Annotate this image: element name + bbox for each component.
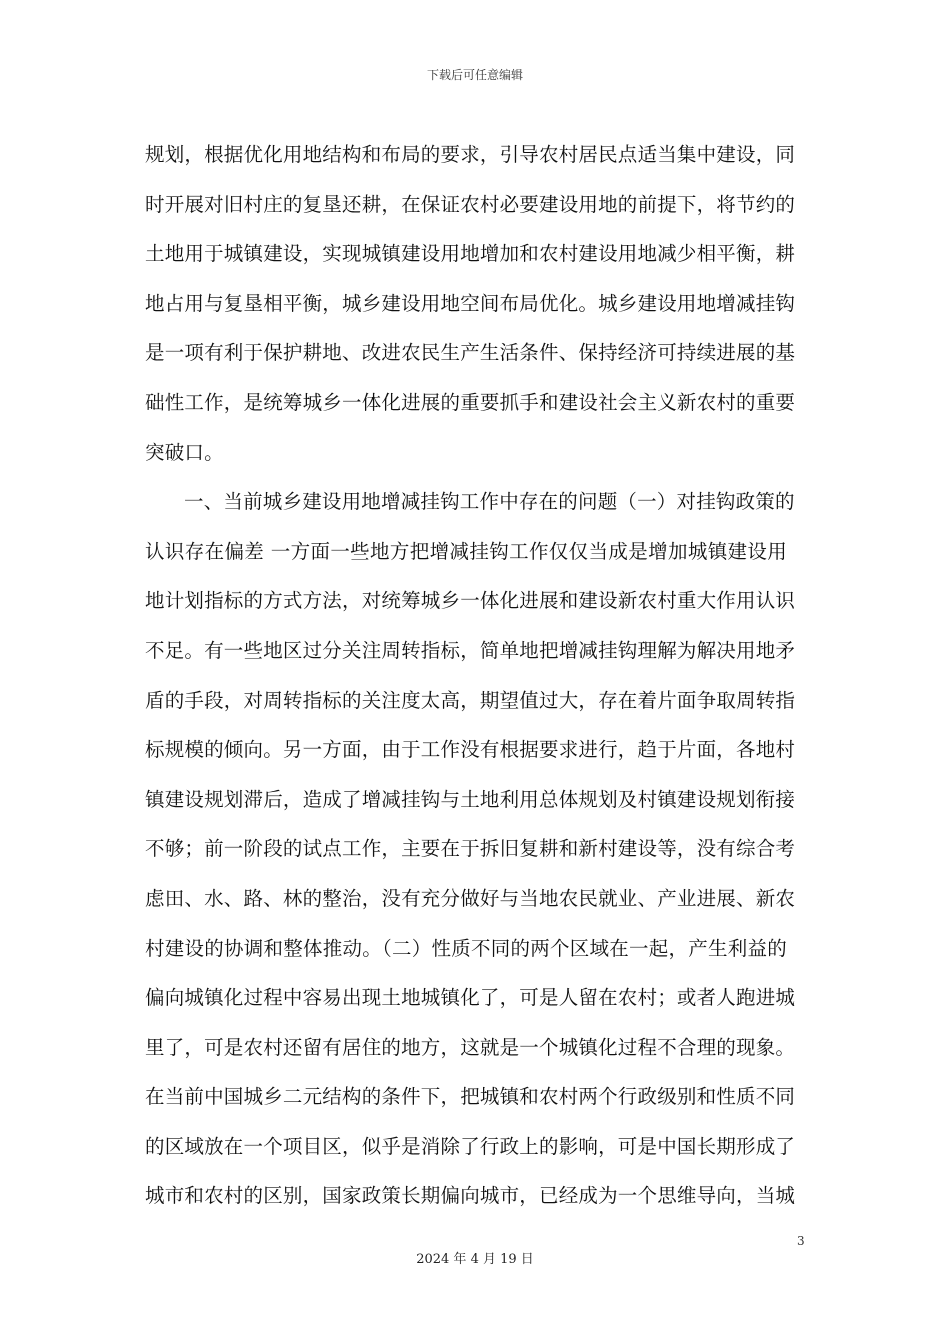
text-line: 础性工作，是统筹城乡一体化进展的重要抓手和建设社会主义新农村的重要 [145, 390, 796, 414]
text-line: 一、当前城乡建设用地增减挂钩工作中存在的问题（一）对挂钩政策的 [184, 490, 795, 514]
text-line: 偏向城镇化过程中容易出现土地城镇化了，可是人留在农村；或者人跑进城 [145, 986, 796, 1010]
text-line: 城市和农村的区别，国家政策长期偏向城市，已经成为一个思维导向，当城 [145, 1184, 796, 1208]
text-line: 里了，可是农村还留有居住的地方，这就是一个城镇化过程不合理的现象。 [145, 1035, 796, 1059]
text-line: 地占用与复垦相平衡，城乡建设用地空间布局优化。城乡建设用地增减挂钩 [145, 291, 796, 315]
text-line: 规划，根据优化用地结构和布局的要求，引导农村居民点适当集中建设，同 [145, 143, 796, 166]
text-line: 盾的手段，对周转指标的关注度太高，期望值过大，存在着片面争取周转指 [145, 688, 796, 712]
page-number: 3 [797, 1234, 805, 1248]
text-line: 的区域放在一个项目区，似乎是消除了行政上的影响，可是中国长期形成了 [145, 1134, 796, 1158]
text-line: 地计划指标的方式方法，对统筹城乡一体化进展和建设新农村重大作用认识 [145, 589, 796, 613]
text-line: 认识存在偏差 一方面一些地方把增减挂钩工作仅仅当成是增加城镇建设用 [145, 539, 787, 563]
text-line: 突破口。 [145, 440, 224, 464]
text-line: 不够；前一阶段的试点工作，主要在于拆旧复耕和新村建设等，没有综合考 [145, 837, 796, 861]
text-line: 村建设的协调和整体推动。（二）性质不同的两个区域在一起，产生利益的 [145, 936, 787, 960]
text-line: 不足。有一些地区过分关注周转指标，简单地把增减挂钩理解为解决用地矛 [145, 638, 796, 662]
text-line: 土地用于城镇建设，实现城镇建设用地增加和农村建设用地减少相平衡，耕 [145, 242, 796, 266]
text-line: 时开展对旧村庄的复垦还耕，在保证农村必要建设用地的前提下，将节约的 [145, 192, 796, 216]
text-line: 在当前中国城乡二元结构的条件下，把城镇和农村两个行政级别和性质不同 [145, 1085, 796, 1109]
text-line: 标规模的倾向。另一方面，由于工作没有根据要求进行，趋于片面，各地村 [145, 738, 796, 762]
page-footer-date: 2024 年 4 月 19 日 [416, 1252, 534, 1267]
text-line: 虑田、水、路、林的整治，没有充分做好与当地农民就业、产业进展、新农 [145, 886, 796, 910]
text-line: 镇建设规划滞后，造成了增减挂钩与土地利用总体规划及村镇建设规划衔接 [145, 787, 796, 811]
document-body [145, 130, 796, 1221]
text-line: 是一项有利于保护耕地、改进农民生产生活条件、保持经济可持续进展的基 [145, 341, 796, 365]
page-header: 下载后可任意编辑 [426, 68, 523, 82]
